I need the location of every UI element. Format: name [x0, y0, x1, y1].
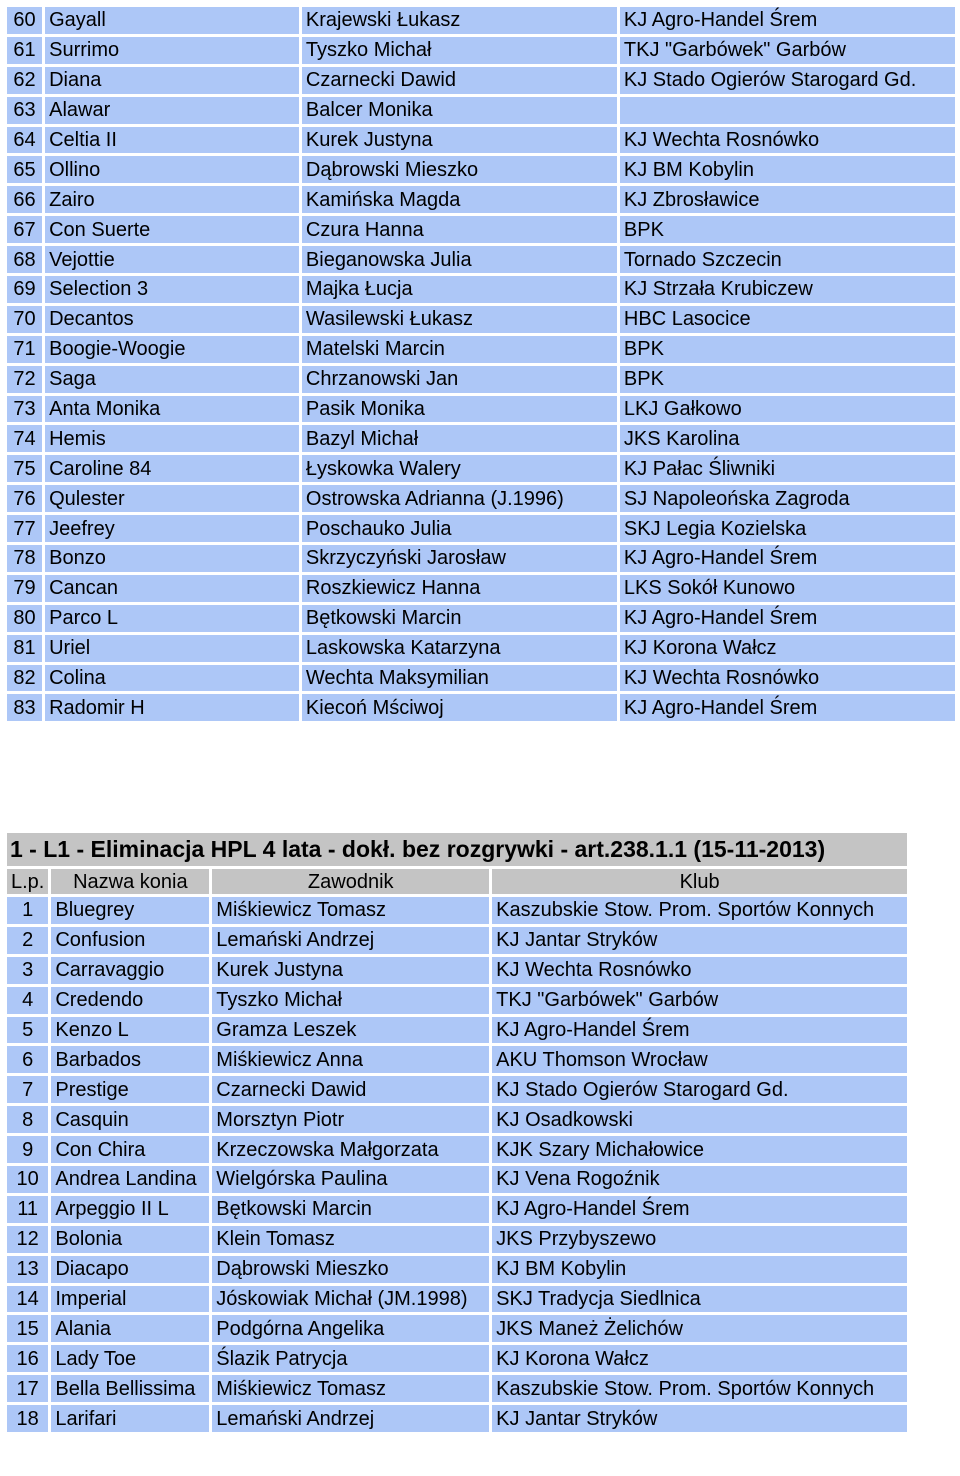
horse-name: Cancan: [45, 575, 299, 602]
rider-name: Bętkowski Marcin: [302, 605, 617, 632]
horse-name: Radomir H: [45, 694, 299, 721]
row-number: 80: [7, 605, 42, 632]
row-number: 64: [7, 127, 42, 154]
rider-name: Roszkiewicz Hanna: [302, 575, 617, 602]
club-name: KJ Vena Rogoźnik: [492, 1166, 907, 1193]
row-number: 67: [7, 216, 42, 243]
horse-name: Bolonia: [51, 1226, 209, 1253]
row-number: 1: [7, 897, 48, 924]
row-number: 17: [7, 1375, 48, 1402]
rider-name: Czarnecki Dawid: [212, 1076, 489, 1103]
rider-name: Ślazik Patrycja: [212, 1345, 489, 1372]
table-row: [7, 37, 955, 64]
table-row: [7, 216, 955, 243]
rider-name: Ostrowska Adrianna (J.1996): [302, 485, 617, 512]
horse-name: Bonzo: [45, 545, 299, 572]
rider-name: Kurek Justyna: [212, 957, 489, 984]
horse-name: Prestige: [51, 1076, 209, 1103]
table-row: [7, 127, 955, 154]
horse-name: Barbados: [51, 1046, 209, 1073]
club-name: LKS Sokół Kunowo: [620, 575, 955, 602]
horse-name: Boogie-Woogie: [45, 336, 299, 363]
header-horse-name: Nazwa konia: [51, 869, 209, 894]
horse-name: Con Chira: [51, 1136, 209, 1163]
table-row: [7, 927, 907, 954]
rider-name: Poschauko Julia: [302, 515, 617, 542]
horse-name: Credendo: [51, 987, 209, 1014]
table-row: [7, 1017, 907, 1044]
rider-name: Dąbrowski Mieszko: [212, 1256, 489, 1283]
table-row: [7, 396, 955, 423]
table-row: [7, 1286, 907, 1313]
table-row: [7, 665, 955, 692]
club-name: KJ Korona Wałcz: [620, 635, 955, 662]
table-row: [7, 1196, 907, 1223]
horse-name: Imperial: [51, 1286, 209, 1313]
row-number: 7: [7, 1076, 48, 1103]
club-name: SKJ Tradycja Siedlnica: [492, 1286, 907, 1313]
rider-name: Krajewski Łukasz: [302, 7, 617, 34]
table-row: [7, 694, 955, 721]
horse-name: Con Suerte: [45, 216, 299, 243]
rider-name: Gramza Leszek: [212, 1017, 489, 1044]
row-number: 70: [7, 306, 42, 333]
row-number: 8: [7, 1106, 48, 1133]
table-row: [7, 1046, 907, 1073]
row-number: 18: [7, 1405, 48, 1432]
row-number: 77: [7, 515, 42, 542]
rider-name: Chrzanowski Jan: [302, 366, 617, 393]
row-number: 6: [7, 1046, 48, 1073]
row-number: 2: [7, 927, 48, 954]
rider-name: Majka Łucja: [302, 276, 617, 303]
table-row: [7, 366, 955, 393]
results-table: [4, 866, 910, 1435]
rider-name: Tyszko Michał: [212, 987, 489, 1014]
table-row: [7, 7, 955, 34]
club-name: KJ Stado Ogierów Starogard Gd.: [620, 67, 955, 94]
row-number: 66: [7, 186, 42, 213]
club-name: SJ Napoleońska Zagroda: [620, 485, 955, 512]
table-row: [7, 1375, 907, 1402]
table-row: [7, 156, 955, 183]
club-name: Tornado Szczecin: [620, 246, 955, 273]
row-number: 14: [7, 1286, 48, 1313]
club-name: KJ Agro-Handel Śrem: [492, 1017, 907, 1044]
row-number: 10: [7, 1166, 48, 1193]
club-name: BPK: [620, 336, 955, 363]
horse-name: Larifari: [51, 1405, 209, 1432]
row-number: 16: [7, 1345, 48, 1372]
club-name: SKJ Legia Kozielska: [620, 515, 955, 542]
row-number: 9: [7, 1136, 48, 1163]
section-title: 1 - L1 - Eliminacja HPL 4 lata - dokł. bez rozgrywki - art.238.1.1 (15-11-2013): [7, 833, 907, 866]
club-name: [620, 97, 955, 124]
row-number: 11: [7, 1196, 48, 1223]
club-name: KJ BM Kobylin: [492, 1256, 907, 1283]
club-name: KJ Jantar Stryków: [492, 927, 907, 954]
row-number: 12: [7, 1226, 48, 1253]
rider-name: Laskowska Katarzyna: [302, 635, 617, 662]
rider-name: Kiecoń Mściwoj: [302, 694, 617, 721]
club-name: Kaszubskie Stow. Prom. Sportów Konnych: [492, 897, 907, 924]
rider-name: Wielgórska Paulina: [212, 1166, 489, 1193]
horse-name: Bluegrey: [51, 897, 209, 924]
table-row: [7, 515, 955, 542]
header-club: Klub: [492, 869, 907, 894]
club-name: KJ Agro-Handel Śrem: [492, 1196, 907, 1223]
horse-name: Jeefrey: [45, 515, 299, 542]
club-name: KJ Jantar Stryków: [492, 1405, 907, 1432]
table-row: [7, 246, 955, 273]
rider-name: Lemański Andrzej: [212, 1405, 489, 1432]
table-row: [7, 1106, 907, 1133]
results-table-continued-body: [7, 7, 955, 721]
horse-name: Lady Toe: [51, 1345, 209, 1372]
results-table-continued: [4, 4, 958, 724]
horse-name: Anta Monika: [45, 396, 299, 423]
horse-name: Gayall: [45, 7, 299, 34]
rider-name: Balcer Monika: [302, 97, 617, 124]
club-name: KJK Szary Michałowice: [492, 1136, 907, 1163]
rider-name: Miśkiewicz Tomasz: [212, 897, 489, 924]
club-name: KJ Agro-Handel Śrem: [620, 694, 955, 721]
rider-name: Jóskowiak Michał (JM.1998): [212, 1286, 489, 1313]
row-number: 72: [7, 366, 42, 393]
club-name: LKJ Gałkowo: [620, 396, 955, 423]
row-number: 71: [7, 336, 42, 363]
table-row: [7, 455, 955, 482]
rider-name: Pasik Monika: [302, 396, 617, 423]
club-name: JKS Karolina: [620, 425, 955, 452]
rider-name: Kamińska Magda: [302, 186, 617, 213]
table-row: [7, 575, 955, 602]
row-number: 15: [7, 1315, 48, 1342]
horse-name: Andrea Landina: [51, 1166, 209, 1193]
horse-name: Celtia II: [45, 127, 299, 154]
table-row: [7, 897, 907, 924]
table-row: [7, 425, 955, 452]
table-row: [7, 306, 955, 333]
club-name: BPK: [620, 366, 955, 393]
club-name: KJ Stado Ogierów Starogard Gd.: [492, 1076, 907, 1103]
row-number: 13: [7, 1256, 48, 1283]
club-name: AKU Thomson Wrocław: [492, 1046, 907, 1073]
club-name: BPK: [620, 216, 955, 243]
club-name: KJ BM Kobylin: [620, 156, 955, 183]
rider-name: Matelski Marcin: [302, 336, 617, 363]
row-number: 60: [7, 7, 42, 34]
horse-name: Uriel: [45, 635, 299, 662]
table-row: [7, 336, 955, 363]
row-number: 68: [7, 246, 42, 273]
horse-name: Confusion: [51, 927, 209, 954]
club-name: KJ Strzała Krubiczew: [620, 276, 955, 303]
table-row: [7, 485, 955, 512]
header-lp: L.p.: [7, 869, 48, 894]
club-name: KJ Wechta Rosnówko: [492, 957, 907, 984]
table-row: [7, 276, 955, 303]
rider-name: Wasilewski Łukasz: [302, 306, 617, 333]
rider-name: Bieganowska Julia: [302, 246, 617, 273]
rider-name: Bazyl Michał: [302, 425, 617, 452]
rider-name: Czura Hanna: [302, 216, 617, 243]
table-row: [7, 97, 955, 124]
table-row: [7, 1136, 907, 1163]
club-name: KJ Wechta Rosnówko: [620, 665, 955, 692]
club-name: KJ Zbrosławice: [620, 186, 955, 213]
rider-name: Podgórna Angelika: [212, 1315, 489, 1342]
horse-name: Casquin: [51, 1106, 209, 1133]
horse-name: Hemis: [45, 425, 299, 452]
horse-name: Selection 3: [45, 276, 299, 303]
row-number: 78: [7, 545, 42, 572]
club-name: KJ Agro-Handel Śrem: [620, 545, 955, 572]
horse-name: Alawar: [45, 97, 299, 124]
row-number: 61: [7, 37, 42, 64]
rider-name: Bętkowski Marcin: [212, 1196, 489, 1223]
rider-name: Krzeczowska Małgorzata: [212, 1136, 489, 1163]
table-row: [7, 987, 907, 1014]
row-number: 73: [7, 396, 42, 423]
club-name: Kaszubskie Stow. Prom. Sportów Konnych: [492, 1375, 907, 1402]
table-header-row: [7, 869, 907, 894]
rider-name: Kurek Justyna: [302, 127, 617, 154]
row-number: 79: [7, 575, 42, 602]
row-number: 83: [7, 694, 42, 721]
row-number: 62: [7, 67, 42, 94]
table-row: [7, 1405, 907, 1432]
horse-name: Ollino: [45, 156, 299, 183]
table-row: [7, 67, 955, 94]
rider-name: Morsztyn Piotr: [212, 1106, 489, 1133]
horse-name: Saga: [45, 366, 299, 393]
table-row: [7, 186, 955, 213]
table-row: [7, 1345, 907, 1372]
rider-name: Lemański Andrzej: [212, 927, 489, 954]
table-row: [7, 1256, 907, 1283]
table-row: [7, 1076, 907, 1103]
rider-name: Łyskowka Walery: [302, 455, 617, 482]
club-name: JKS Przybyszewo: [492, 1226, 907, 1253]
club-name: KJ Osadkowski: [492, 1106, 907, 1133]
rider-name: Tyszko Michał: [302, 37, 617, 64]
horse-name: Diacapo: [51, 1256, 209, 1283]
row-number: 82: [7, 665, 42, 692]
table-row: [7, 605, 955, 632]
club-name: JKS Maneż Żelichów: [492, 1315, 907, 1342]
club-name: KJ Agro-Handel Śrem: [620, 7, 955, 34]
horse-name: Surrimo: [45, 37, 299, 64]
rider-name: Miśkiewicz Anna: [212, 1046, 489, 1073]
club-name: KJ Pałac Śliwniki: [620, 455, 955, 482]
horse-name: Zairo: [45, 186, 299, 213]
horse-name: Bella Bellissima: [51, 1375, 209, 1402]
results-table-body: [7, 897, 907, 1432]
row-number: 69: [7, 276, 42, 303]
row-number: 63: [7, 97, 42, 124]
row-number: 74: [7, 425, 42, 452]
rider-name: Klein Tomasz: [212, 1226, 489, 1253]
header-rider: Zawodnik: [212, 869, 489, 894]
row-number: 81: [7, 635, 42, 662]
horse-name: Diana: [45, 67, 299, 94]
horse-name: Carravaggio: [51, 957, 209, 984]
club-name: TKJ "Garbówek" Garbów: [492, 987, 907, 1014]
club-name: HBC Lasocice: [620, 306, 955, 333]
row-number: 4: [7, 987, 48, 1014]
horse-name: Vejottie: [45, 246, 299, 273]
table-row: [7, 1166, 907, 1193]
table-row: [7, 545, 955, 572]
rider-name: Czarnecki Dawid: [302, 67, 617, 94]
row-number: 5: [7, 1017, 48, 1044]
club-name: TKJ "Garbówek" Garbów: [620, 37, 955, 64]
horse-name: Alania: [51, 1315, 209, 1342]
row-number: 3: [7, 957, 48, 984]
table-row: [7, 1226, 907, 1253]
rider-name: Dąbrowski Mieszko: [302, 156, 617, 183]
row-number: 65: [7, 156, 42, 183]
horse-name: Caroline 84: [45, 455, 299, 482]
horse-name: Decantos: [45, 306, 299, 333]
rider-name: Miśkiewicz Tomasz: [212, 1375, 489, 1402]
table-row: [7, 635, 955, 662]
table-row: [7, 957, 907, 984]
horse-name: Parco L: [45, 605, 299, 632]
horse-name: Kenzo L: [51, 1017, 209, 1044]
rider-name: Skrzyczyński Jarosław: [302, 545, 617, 572]
row-number: 75: [7, 455, 42, 482]
club-name: KJ Wechta Rosnówko: [620, 127, 955, 154]
row-number: 76: [7, 485, 42, 512]
horse-name: Colina: [45, 665, 299, 692]
table-row: [7, 1315, 907, 1342]
club-name: KJ Korona Wałcz: [492, 1345, 907, 1372]
rider-name: Wechta Maksymilian: [302, 665, 617, 692]
horse-name: Arpeggio II L: [51, 1196, 209, 1223]
horse-name: Qulester: [45, 485, 299, 512]
club-name: KJ Agro-Handel Śrem: [620, 605, 955, 632]
